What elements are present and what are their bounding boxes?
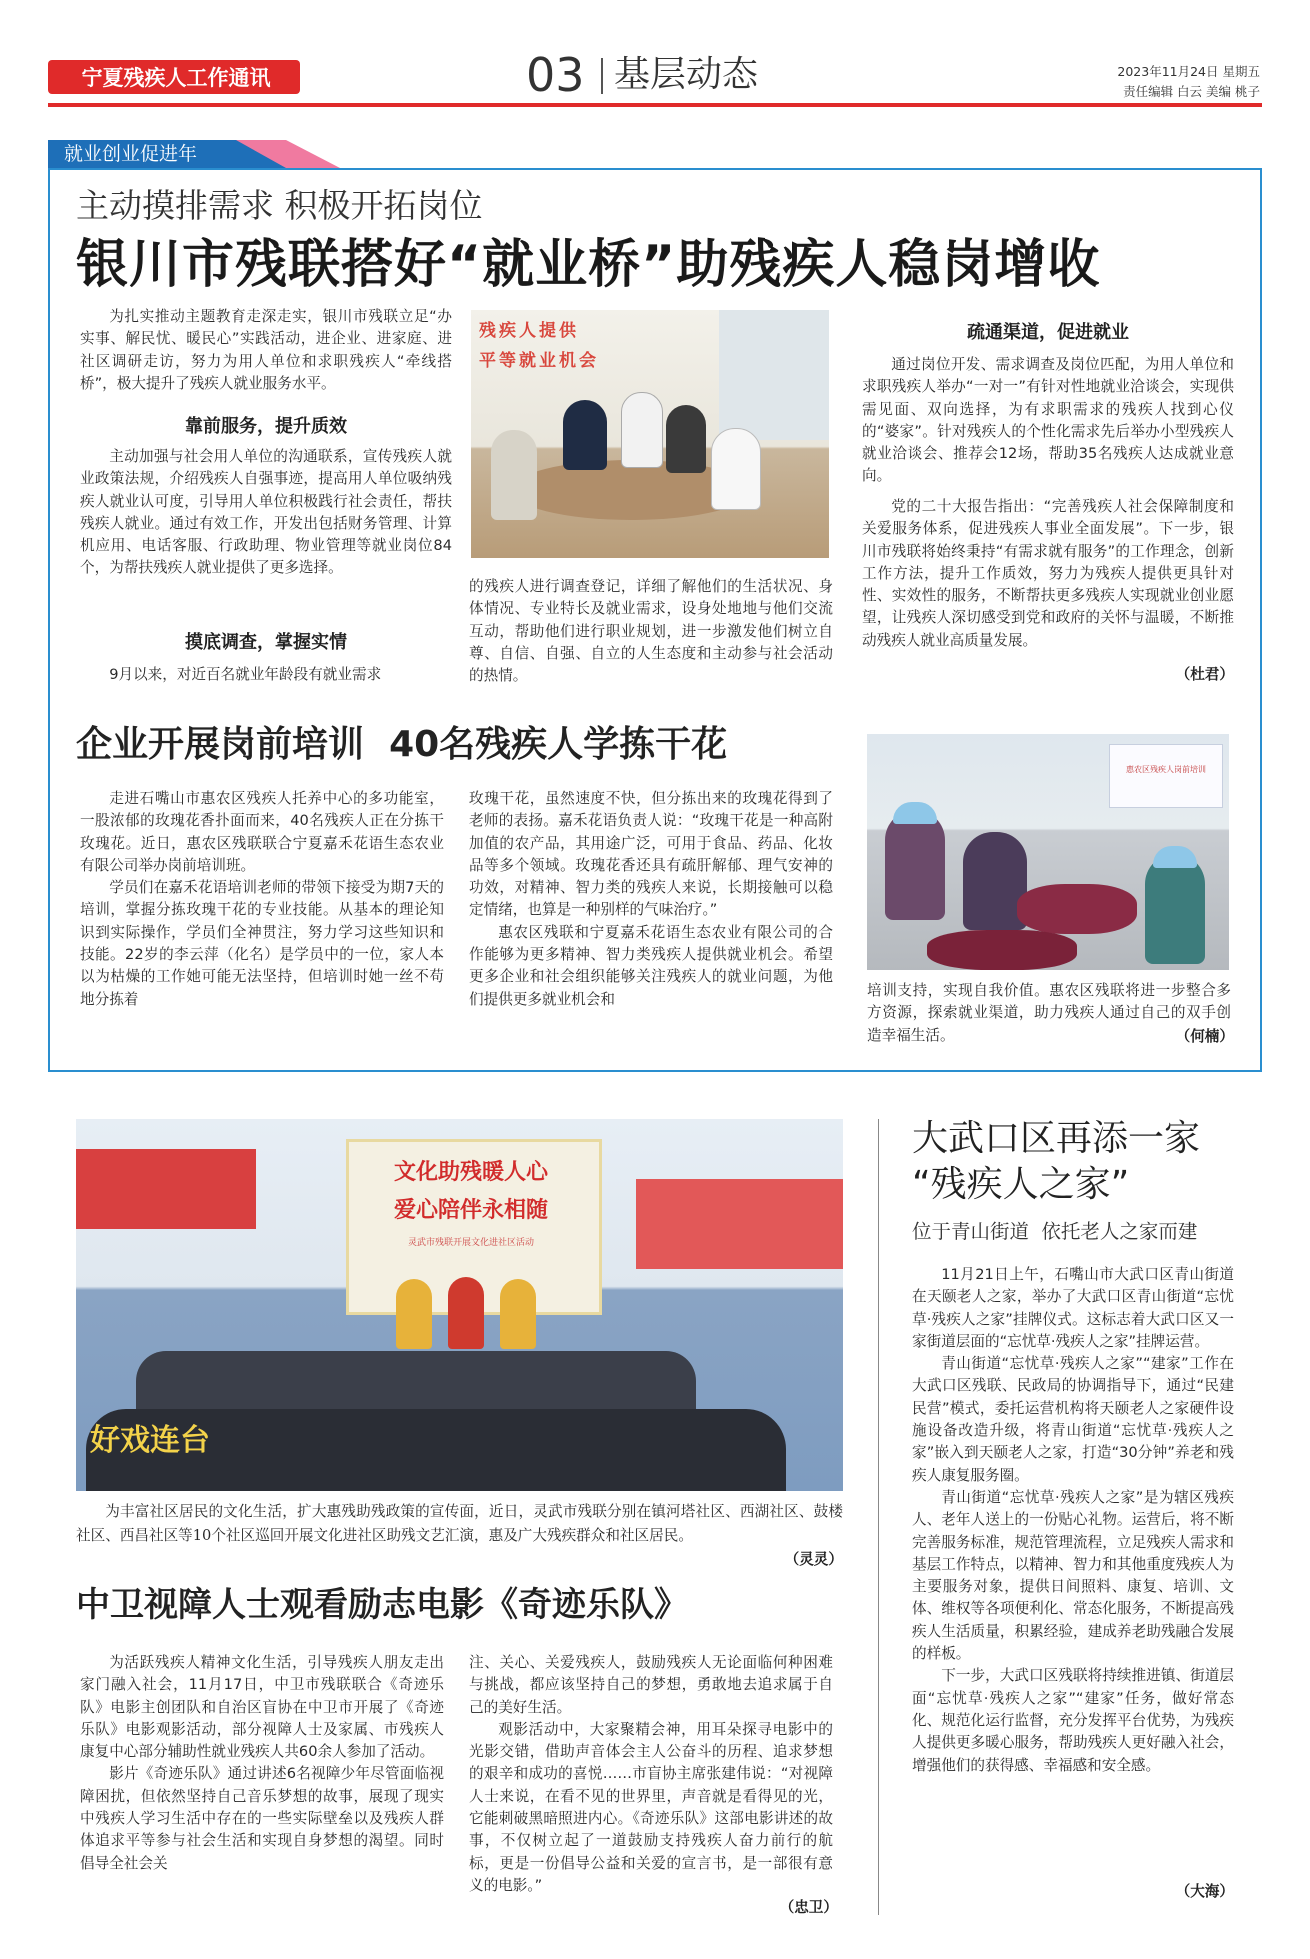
article3-body (912, 1264, 1234, 1777)
worker-1-cap (893, 802, 937, 824)
article2-col-2 (469, 788, 833, 1011)
article2-col-1 (80, 788, 444, 1011)
article1-para-4: 党的二十大报告指出：“完善残疾人社会保障制度和关爱服务体系，促进残疾人事业全面发展”。下一步，银川市残联将始终秉持“有需求就有服务”的工作理念，创新工作方法，提升工作质效，努力为残疾人提供更具针对性、实效性的服务，不断帮扶更多残疾人实现就业创业愿望，让残疾人深切感受到党和政府的关怀与温暖，不断推动残疾人就业高质量发展。 (862, 498, 1234, 649)
performer-1 (396, 1279, 432, 1349)
page-number: 03 (526, 48, 585, 102)
article3-headline-line2: “残疾人之家” (912, 1164, 1130, 1205)
photo-person-4 (711, 428, 761, 510)
paragraph: 注、关心、关爱残疾人，鼓励残疾人无论面临何种困难与挑战，都应该坚持自己的梦想，勇敢地去追求属于自己的美好生活。 (469, 1654, 833, 1716)
article1-lead: 为扎实推动主题教育走深走实，银川市残联立足“办实事、解民忧、暖民心”实践活动，进企业、进家庭、进社区调研走访，努力为用人单位和求职残疾人“牵线搭桥”，极大提升了残疾人就业服务水平。 (80, 308, 452, 392)
photo-story-image (76, 1119, 843, 1491)
section-title: 基层动态 (614, 54, 759, 95)
paragraph: 11月21日上午，石嘴山市大武口区青山街道在天颐老人之家，举办了大武口区青山街道“忘忧草·残疾人之家”挂牌仪式。这标志着大武口区又一家街道层面的“忘忧草·残疾人之家”挂牌运营。 (912, 1266, 1234, 1350)
editors: 责任编辑 白云 美编 桃子 (1123, 84, 1260, 99)
column-tag-label: 就业创业促进年 (64, 143, 198, 165)
paragraph: 青山街道“忘忧草·残疾人之家”是为辖区残疾人、老年人送上的一份贴心礼物。运营后，将不断完善服务标准，规范管理流程，立足残疾人需求和基层工作特点，以精神、智力和其他重度残疾人为主要服务对象，提供日间照料、康复、培训、文体、维权等各项便利化、常态化服务，不断提高残疾人生活质量，积累经验，建成养老助残融合发展的样板。 (912, 1488, 1234, 1663)
paragraph: 下一步，大武口区残联将持续推进镇、街道层面“忘忧草·残疾人之家”“建家”任务，做好常态化、规范化运行监督，充分发挥平台优势，为残疾人提供更多暖心服务，帮助残疾人更好融入社会，增强他们的获得感、幸福感和安全感。 (912, 1667, 1234, 1774)
column-tag-accent (236, 140, 286, 168)
photo-banner-text: 残疾人提供 平等就业机会 (479, 321, 599, 371)
article1-subhead-3: 疏通渠道，促进就业 (967, 322, 1129, 343)
paragraph: 为活跃残疾人精神文化生活，引导残疾人朋友走出家门融入社会，11月17日，中卫市残联联合《奇迹乐队》电影主创团队和自治区盲协在中卫市开展了《奇迹乐队》电影观影活动，部分视障人士及家属、市残疾人康复中心部分辅助性就业残疾人共60余人参加了活动。 (80, 1654, 444, 1761)
article3-headline-line1: 大武口区再添一家 (912, 1118, 1201, 1159)
issue-date: 2023年11月24日 星期五 (1117, 64, 1260, 79)
article1-para-3: 通过岗位开发、需求调查及岗位匹配，为用人单位和求职残疾人举办“一对一”有针对性地就业洽谈会，实现供需见面、双向选择，为有求职需求的残疾人找到心仪的“婆家”。针对残疾人的个性化需求先后举办小型残疾人就业洽谈会、推荐会12场，帮助35名残疾人达成就业意向。 (862, 356, 1234, 485)
article1-subhead-2: 摸底调查，掌握实情 (185, 632, 347, 653)
paragraph: 走进石嘴山市惠农区残疾人托养中心的多功能室，一股浓郁的玫瑰花香扑面而来，40名残疾人正在分拣干玫瑰花。近日，惠农区残联联合宁夏嘉禾花语生态农业有限公司举办岗前培训班。 (80, 790, 444, 874)
photo-story-title: 好戏连台 (90, 1423, 210, 1458)
article1-photo (471, 310, 829, 558)
article1-headline: 银川市残联搭好“就业桥”助残疾人稳岗增收 (76, 235, 1101, 295)
article1-byline: （杜君） (1175, 666, 1234, 683)
article3-subhead: 位于青山街道 依托老人之家而建 (912, 1220, 1198, 1243)
article2-byline: （何楠） (1175, 1028, 1234, 1045)
story-banner-small: 灵武市残联开展文化进社区活动 (407, 1238, 534, 1248)
story-banner-2: 爱心陪伴永相随 (393, 1198, 548, 1223)
article1-para-1: 主动加强与社会用人单位的沟通联系，宣传残疾人就业政策法规，介绍残疾人自强事迹，提高用人单位吸纳残疾人就业认可度，引导用人单位积极践行社会责任，帮扶残疾人就业。通过有效工作，开发出包括财务管理、计算机应用、电话客服、行政助理、物业管理等就业岗位84个，为帮扶残疾人就业提供了更多选择。 (80, 448, 452, 577)
photo-window (719, 310, 829, 440)
article2-col-3: 培训支持，实现自我价值。惠农区残联将进一步整合多方资源，探索就业渠道，助力残疾人通过自己的双手创造幸福生活。 (867, 982, 1231, 1044)
article1-subhead-1: 靠前服务，提升质效 (185, 416, 347, 437)
paragraph: 玫瑰干花，虽然速度不快，但分拣出来的玫瑰花得到了老师的表扬。嘉禾花语负责人说：“玫瑰干花是一种高附加值的农产品，其用途广泛，可用于食品、药品、化妆品等多个领域。玫瑰花香还具有疏肝解郁、理气安神的功效，对精神、智力类的残疾人来说，长期接触可以稳定情绪，也算是一种别样的气味治疗。” (469, 790, 833, 919)
paragraph: 惠农区残联和宁夏嘉禾花语生态农业有限公司的合作能够为更多精神、智力类残疾人提供就业机会。希望更多企业和社会组织能够关注残疾人的就业问题，为他们提供更多就业机会和 (469, 923, 833, 1008)
photo-person-2 (621, 392, 663, 468)
article1-para-2b: 的残疾人进行调查登记，详细了解他们的生活状况、身体情况、专业特长及就业需求，设身处地地与他们交流互动，帮助他们进行职业规划，进一步激发他们树立自尊、自信、自强、自立的人生态度和主动参与社会活动的热情。 (469, 578, 833, 685)
flower-pile-2 (927, 930, 1077, 970)
article4-col-1 (80, 1652, 444, 1875)
column-tag-stripe (286, 140, 340, 168)
photo-person-5 (491, 430, 537, 520)
paper-name: 宁夏残疾人工作通讯 (81, 66, 271, 90)
performer-2 (448, 1277, 484, 1349)
story-banner-1: 文化助残暖人心 (393, 1160, 548, 1185)
article1-kicker: 主动摸排需求 积极开拓岗位 (76, 186, 483, 225)
red-ribbon-left (76, 1149, 256, 1229)
worker-3-cap (1153, 846, 1197, 868)
photo-story-byline: （灵灵） (784, 1551, 843, 1568)
article2-photo (867, 734, 1229, 970)
projector-screen (1109, 744, 1223, 808)
article4-headline: 中卫视障人士观看励志电影《奇迹乐队》 (76, 1585, 688, 1625)
flower-pile-1 (1017, 884, 1137, 934)
photo-story-caption: 为丰富社区居民的文化生活，扩大惠残助残政策的宣传面，近日，灵武市残联分别在镇河塔社区、西湖社区、鼓楼社区、西昌社区等10个社区巡回开展文化进社区助残文艺汇演，惠及广大残疾群众和社区居民。 (76, 1503, 843, 1544)
article3-byline: （大海） (1175, 1883, 1234, 1900)
article4-col-2 (469, 1652, 833, 1897)
article1-para-2a: 9月以来，对近百名就业年龄段有就业需求 (109, 666, 382, 683)
article4-byline: （忠卫） (779, 1899, 838, 1916)
paragraph: 影片《奇迹乐队》通过讲述6名视障少年尽管面临视障困扰，但依然坚持自己音乐梦想的故事，展现了现实中残疾人学习生活中存在的一些实际壁垒以及残疾人群体追求平等参与社会生活和实现自身梦想的渴望。同时倡导全社会关 (80, 1765, 444, 1872)
performer-3 (500, 1279, 536, 1349)
paragraph: 观影活动中，大家聚精会神，用耳朵探寻电影中的光影交错，借助声音体会主人公奋斗的历程、追求梦想的艰辛和成功的喜悦……市盲协主席张建伟说：“对视障人士来说，在看不见的世界里，声音就是看得见的光，它能刺破黑暗照进内心。《奇迹乐队》这部电影讲述的故事，不仅树立起了一道鼓励支持残疾人奋力前行的航标，更是一份倡导公益和关爱的宣言书，是一部很有意义的电影。” (469, 1720, 833, 1894)
header-rule (48, 103, 1262, 107)
screen-title: 惠农区残疾人岗前培训 (1126, 765, 1206, 774)
paragraph: 青山街道“忘忧草·残疾人之家”“建家”工作在大武口区残联、民政局的协调指导下，通过“民建民营”模式，委托运营机构将天颐老人之家硬件设施设备改造升级，将青山街道“忘忧草·残疾人之家”嵌入到天颐老人之家，打造“30分钟”养老和残疾人康复服务圈。 (912, 1355, 1234, 1484)
vertical-divider (878, 1119, 879, 1915)
paragraph: 学员们在嘉禾花语培训老师的带领下接受为期7天的培训，掌握分拣玫瑰干花的专业技能。从基本的理论知识到实际操作，学员们全神贯注，努力学习这些知识和技能。22岁的李云萍（化名）是学员中的一位，家人本以为枯燥的工作她可能无法坚持，但培训时她一丝不苟地分拣着 (80, 879, 444, 1008)
photo-person-1 (563, 400, 607, 470)
worker-1 (885, 810, 945, 920)
red-ribbon-right (636, 1179, 843, 1269)
article2-headline: 企业开展岗前培训 40名残疾人学拣干花 (76, 724, 728, 765)
photo-person-3 (666, 405, 706, 473)
worker-3 (1145, 854, 1205, 964)
header-divider (601, 58, 603, 94)
